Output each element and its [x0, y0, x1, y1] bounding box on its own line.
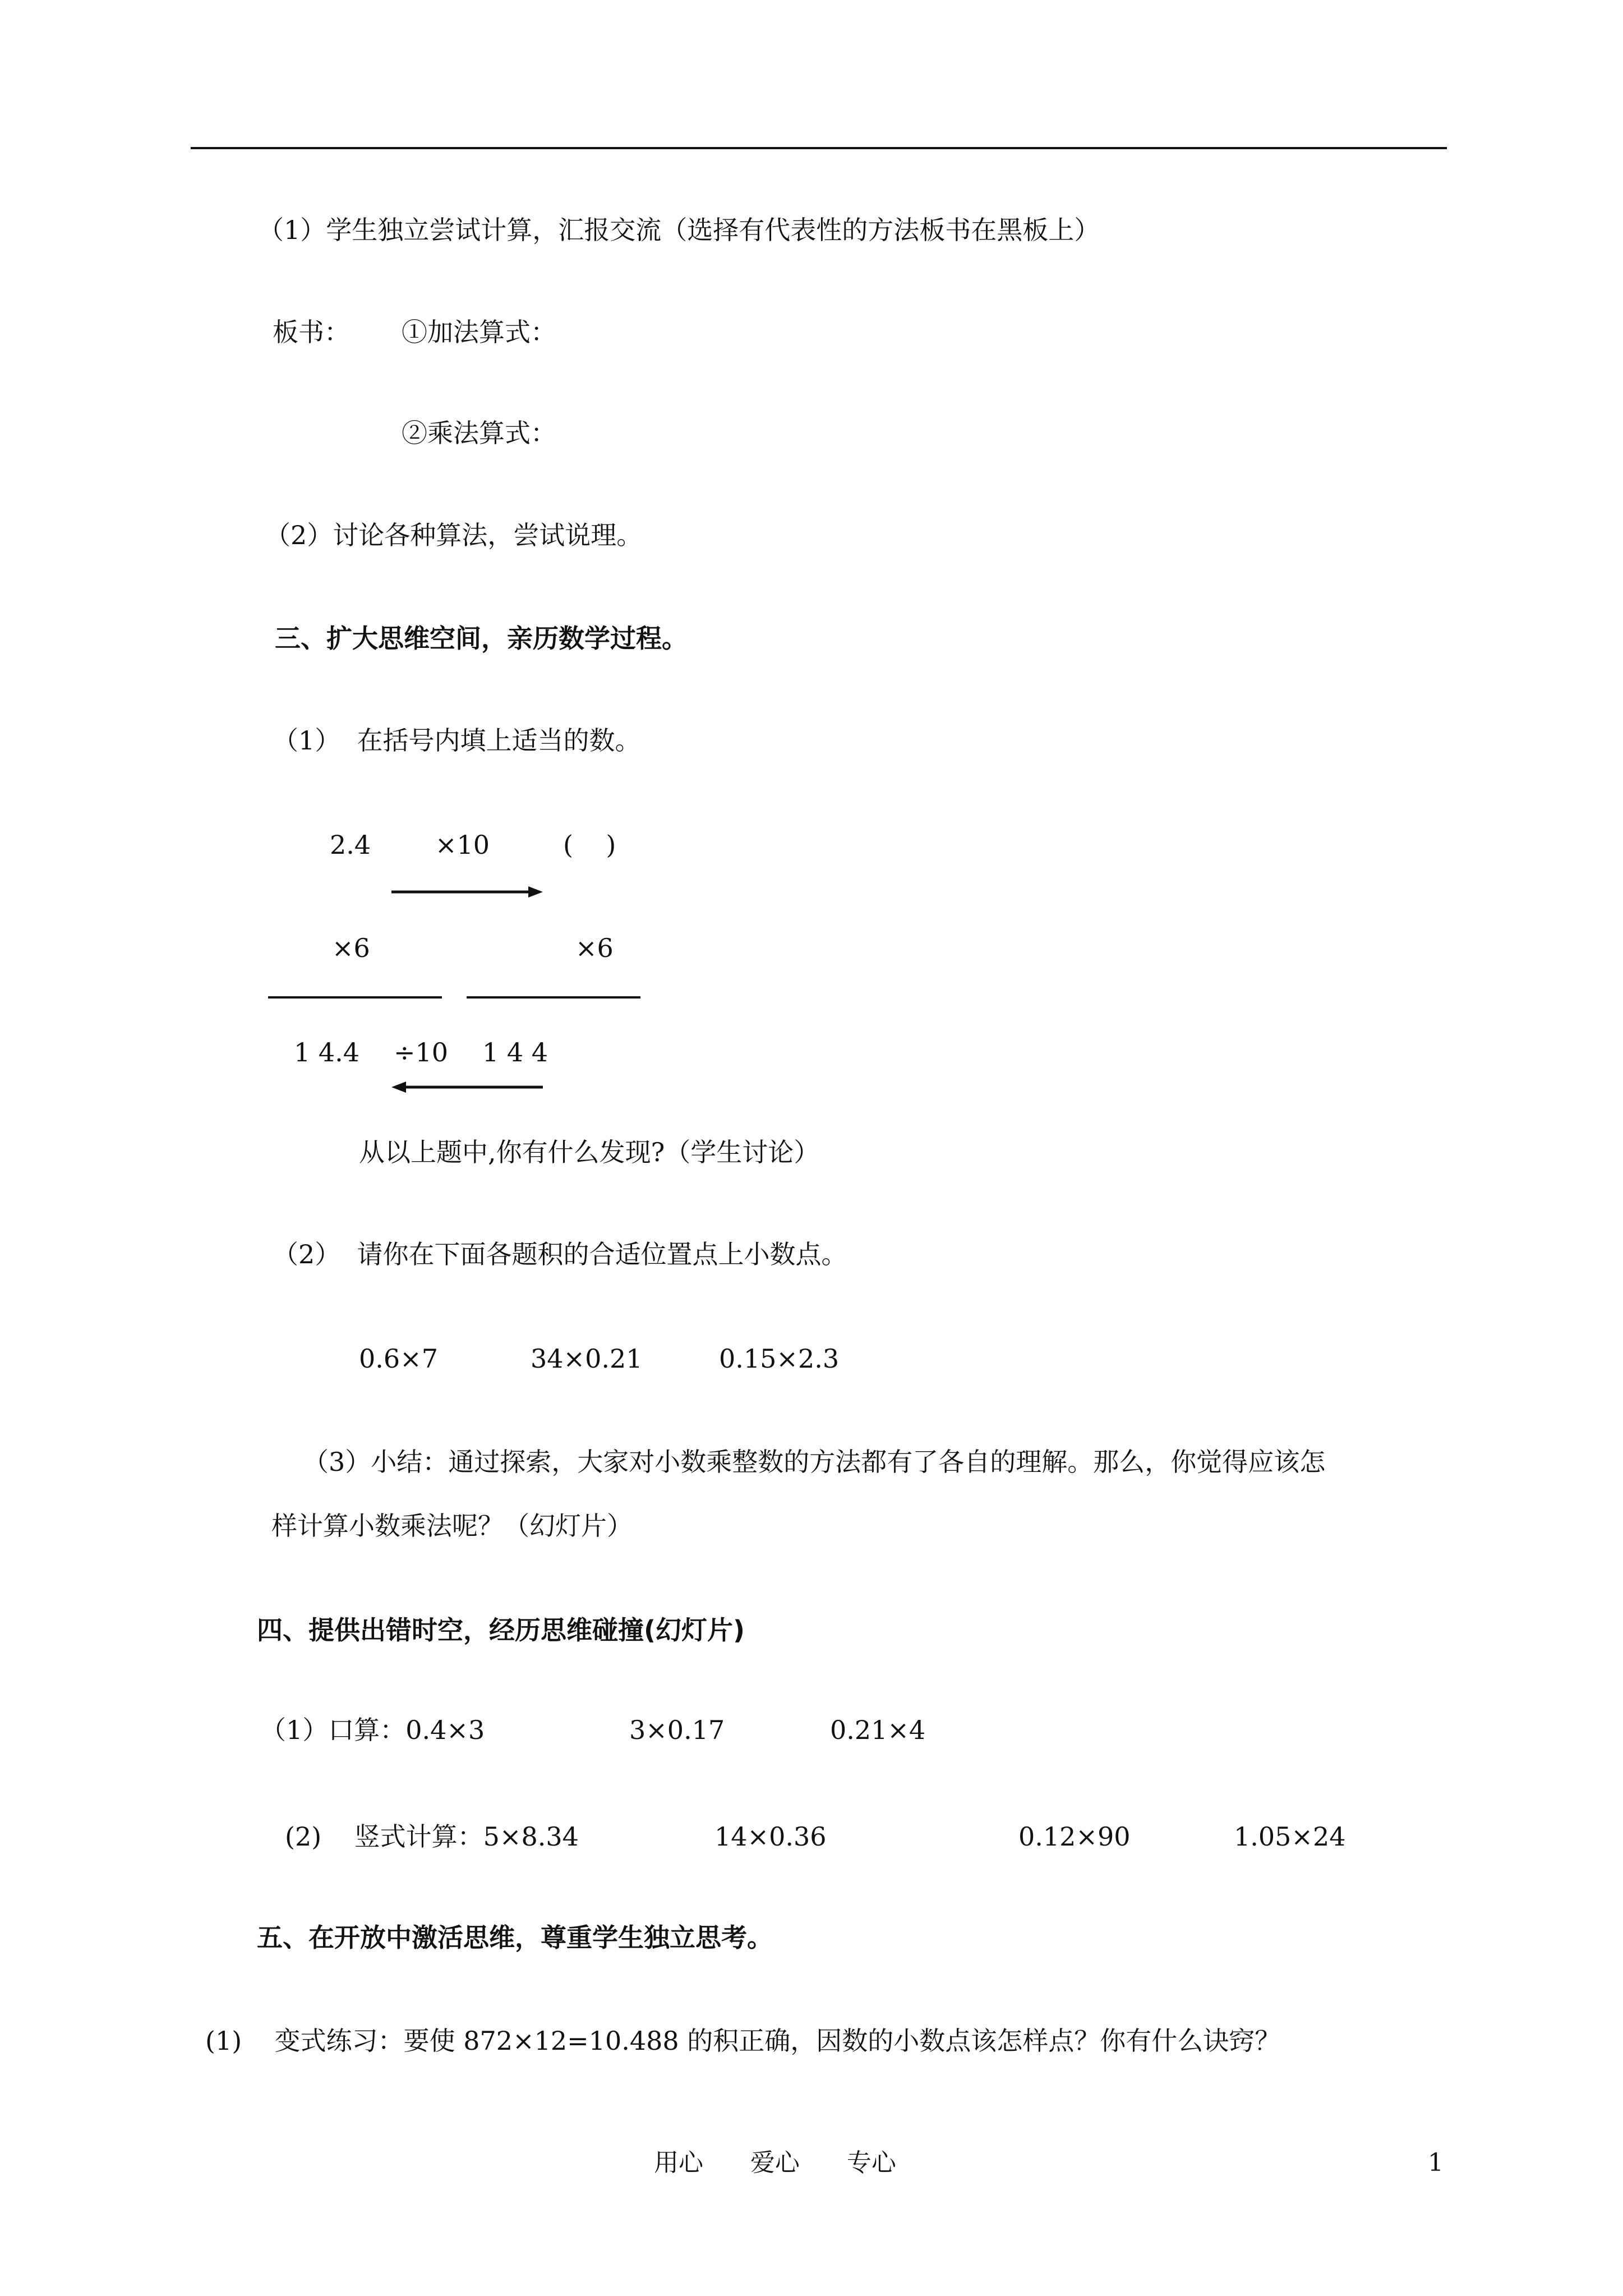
- oral-calc: （1）口算：0.4×3: [260, 1715, 485, 1745]
- paragraph-summary: （3）小结：通过探索，大家对小数乘整数的方法都有了各自的理解。那么，你觉得应该怎: [303, 1447, 1326, 1477]
- exercise-1: 0.6×7: [359, 1343, 438, 1374]
- vertical-calc-4: 1.05×24: [1234, 1821, 1346, 1852]
- exercise-2: 34×0.21: [531, 1343, 643, 1374]
- vertical-calc-2: 14×0.36: [714, 1821, 827, 1852]
- paragraph-decimal-point: （2） 请你在下面各题积的合适位置点上小数点。: [273, 1239, 847, 1269]
- diagram-bottom-operator: ÷10: [394, 1037, 449, 1068]
- board-label: 板书：: [273, 317, 350, 347]
- paragraph-discovery: 从以上题中,你有什么发现?（学生讨论）: [359, 1137, 820, 1167]
- board-item-multiplication: ②乘法算式：: [402, 418, 556, 448]
- diagram-mid-right: ×6: [575, 933, 614, 963]
- paragraph-fill: （1） 在括号内填上适当的数。: [273, 725, 641, 756]
- oral-calc-3: 0.21×4: [830, 1715, 926, 1745]
- diagram-top-left: 2.4: [330, 830, 371, 860]
- paragraph-report: （1）学生独立尝试计算，汇报交流（选择有代表性的方法板书在黑板上）: [258, 215, 1100, 245]
- diagram-mid-left: ×6: [332, 933, 370, 963]
- diagram-bottom-left: 1 4.4: [294, 1037, 360, 1068]
- vertical-calc: (2) 竖式计算：5×8.34: [285, 1821, 579, 1852]
- board-item-addition: ①加法算式：: [402, 317, 556, 347]
- diagram-top-right: ( ): [563, 830, 616, 860]
- exercise-3: 0.15×2.3: [719, 1343, 840, 1374]
- left-arrow-icon: [391, 1080, 543, 1094]
- paragraph-summary-cont: 样计算小数乘法呢？（幻灯片）: [271, 1511, 633, 1541]
- footer-motto: 用心 爱心 专心: [654, 2148, 896, 2177]
- paragraph-discuss: （2）讨论各种算法，尝试说理。: [265, 520, 643, 550]
- section-heading-3: 三、扩大思维空间，亲历数学过程。: [275, 623, 688, 654]
- header-rule: [191, 147, 1447, 149]
- oral-calc-2: 3×0.17: [629, 1715, 725, 1745]
- right-arrow-icon: [391, 885, 543, 899]
- diagram-line-left: [268, 996, 442, 999]
- vertical-calc-3: 0.12×90: [1018, 1821, 1131, 1852]
- diagram-bottom-right: 1 4 4: [482, 1037, 548, 1068]
- diagram-line-right: [467, 996, 640, 999]
- section-heading-5: 五、在开放中激活思维，尊重学生独立思考。: [257, 1922, 773, 1953]
- paragraph-variant: (1) 变式练习：要使 872×12=10.488 的积正确，因数的小数点该怎样点？你有什么诀窍？: [205, 2026, 1281, 2056]
- diagram-top-operator: ×10: [435, 830, 490, 860]
- section-heading-4: 四、提供出错时空，经历思维碰撞(幻灯片): [257, 1615, 745, 1645]
- page-number: 1: [1428, 2148, 1444, 2177]
